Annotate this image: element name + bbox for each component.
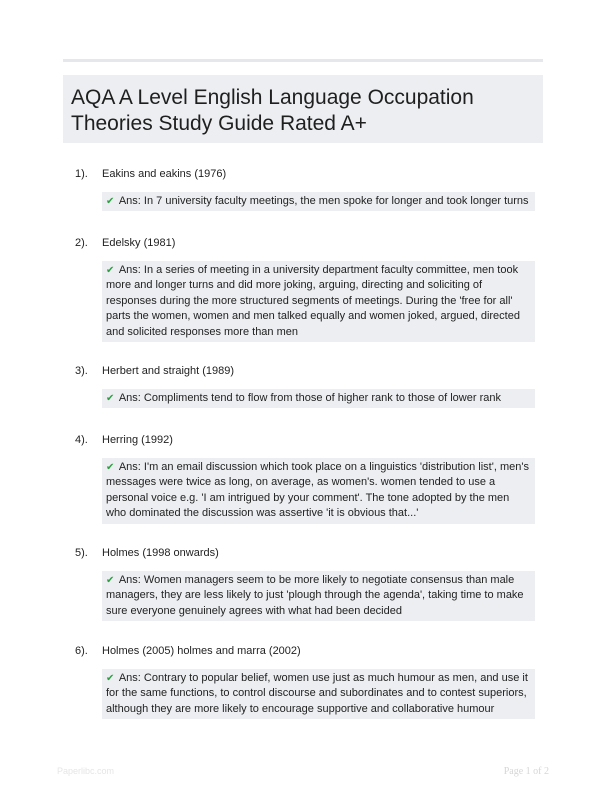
qa-item-4	[75, 432, 535, 524]
footer-watermark: Paperlibc.com	[57, 766, 115, 776]
question-text: Herring (1992)	[102, 434, 173, 446]
answer-prefix: Ans:	[118, 264, 144, 276]
question-number: 2).	[75, 237, 88, 249]
question-number: 3).	[75, 365, 88, 377]
qa-item-5	[75, 545, 535, 621]
question-text: Holmes (2005) holmes and marra (2002)	[102, 645, 301, 657]
check-icon: ✔	[106, 393, 115, 404]
check-icon: ✔	[106, 265, 115, 276]
answer-prefix: Ans:	[118, 392, 144, 404]
check-icon: ✔	[106, 673, 115, 684]
qa-item-6	[75, 643, 535, 719]
answer-text: I'm an email discussion which took place on a linguistics 'distribution list', men's messages were twice as long, on average, as women's. women tended to use a personal voice e.g. 'I am intrigued by your comment'. The tone adopted by the men who dominated the discussion was assertive 'it is obvious that...'	[106, 461, 529, 520]
question-text: Herbert and straight (1989)	[102, 365, 235, 377]
answer-prefix: Ans:	[118, 672, 144, 684]
question-text: Edelsky (1981)	[102, 237, 176, 249]
qa-item-1	[75, 166, 535, 211]
question-row	[75, 432, 535, 448]
answer-text: Women managers seem to be more likely to negotiate consensus than male managers, they are less likely to just 'plough through the agenda', taking time to make sure everyone genuinely agrees with what had been decided	[106, 574, 524, 617]
qa-item-2	[75, 235, 535, 342]
question-text: Eakins and eakins (1976)	[102, 168, 227, 180]
question-number: 5).	[75, 547, 88, 559]
answer-box	[102, 261, 535, 342]
question-row	[75, 643, 535, 659]
title-banner	[63, 75, 543, 143]
question-number: 4).	[75, 434, 88, 446]
page-number: Page 1 of 2	[503, 766, 549, 777]
question-number: 1).	[75, 168, 88, 180]
answer-text: Compliments tend to flow from those of higher rank to those of lower rank	[143, 392, 501, 404]
question-text: Holmes (1998 onwards)	[102, 547, 219, 559]
answer-prefix: Ans:	[118, 574, 144, 586]
check-icon: ✔	[106, 462, 115, 473]
question-row	[75, 235, 535, 251]
answer-box	[102, 571, 535, 621]
answer-text: In 7 university faculty meetings, the men spoke for longer and took longer turns	[143, 195, 529, 207]
question-number: 6).	[75, 645, 88, 657]
check-icon: ✔	[106, 196, 115, 207]
question-row	[75, 166, 535, 182]
question-row	[75, 545, 535, 561]
question-row	[75, 363, 535, 379]
qa-item-3	[75, 363, 535, 408]
answer-text: Contrary to popular belief, women use just as much humour as men, and use it for the same functions, to control discourse and subordinates and to contest superiors, although they are more likely to encourage supportive and collaborative humour	[106, 672, 528, 715]
check-icon: ✔	[106, 575, 115, 586]
answer-box	[102, 458, 535, 524]
top-divider	[63, 59, 543, 62]
answer-box	[102, 669, 535, 719]
answer-prefix: Ans:	[118, 461, 144, 473]
page-title-line-1: AQA A Level English Language Occupation	[71, 86, 474, 109]
page-title-line-2: Theories Study Guide Rated A+	[71, 112, 367, 135]
answer-text: In a series of meeting in a university department faculty committee, men took more and longer turns and did more joking, arguing, directing and soliciting of responses during the more structured segments of meetings. During the 'free for all' parts the women, women and men talked equally and women joked, argued, directed and solicited responses more than men	[106, 264, 520, 338]
answer-prefix: Ans:	[118, 195, 144, 207]
answer-box	[102, 192, 535, 211]
answer-box	[102, 389, 535, 408]
